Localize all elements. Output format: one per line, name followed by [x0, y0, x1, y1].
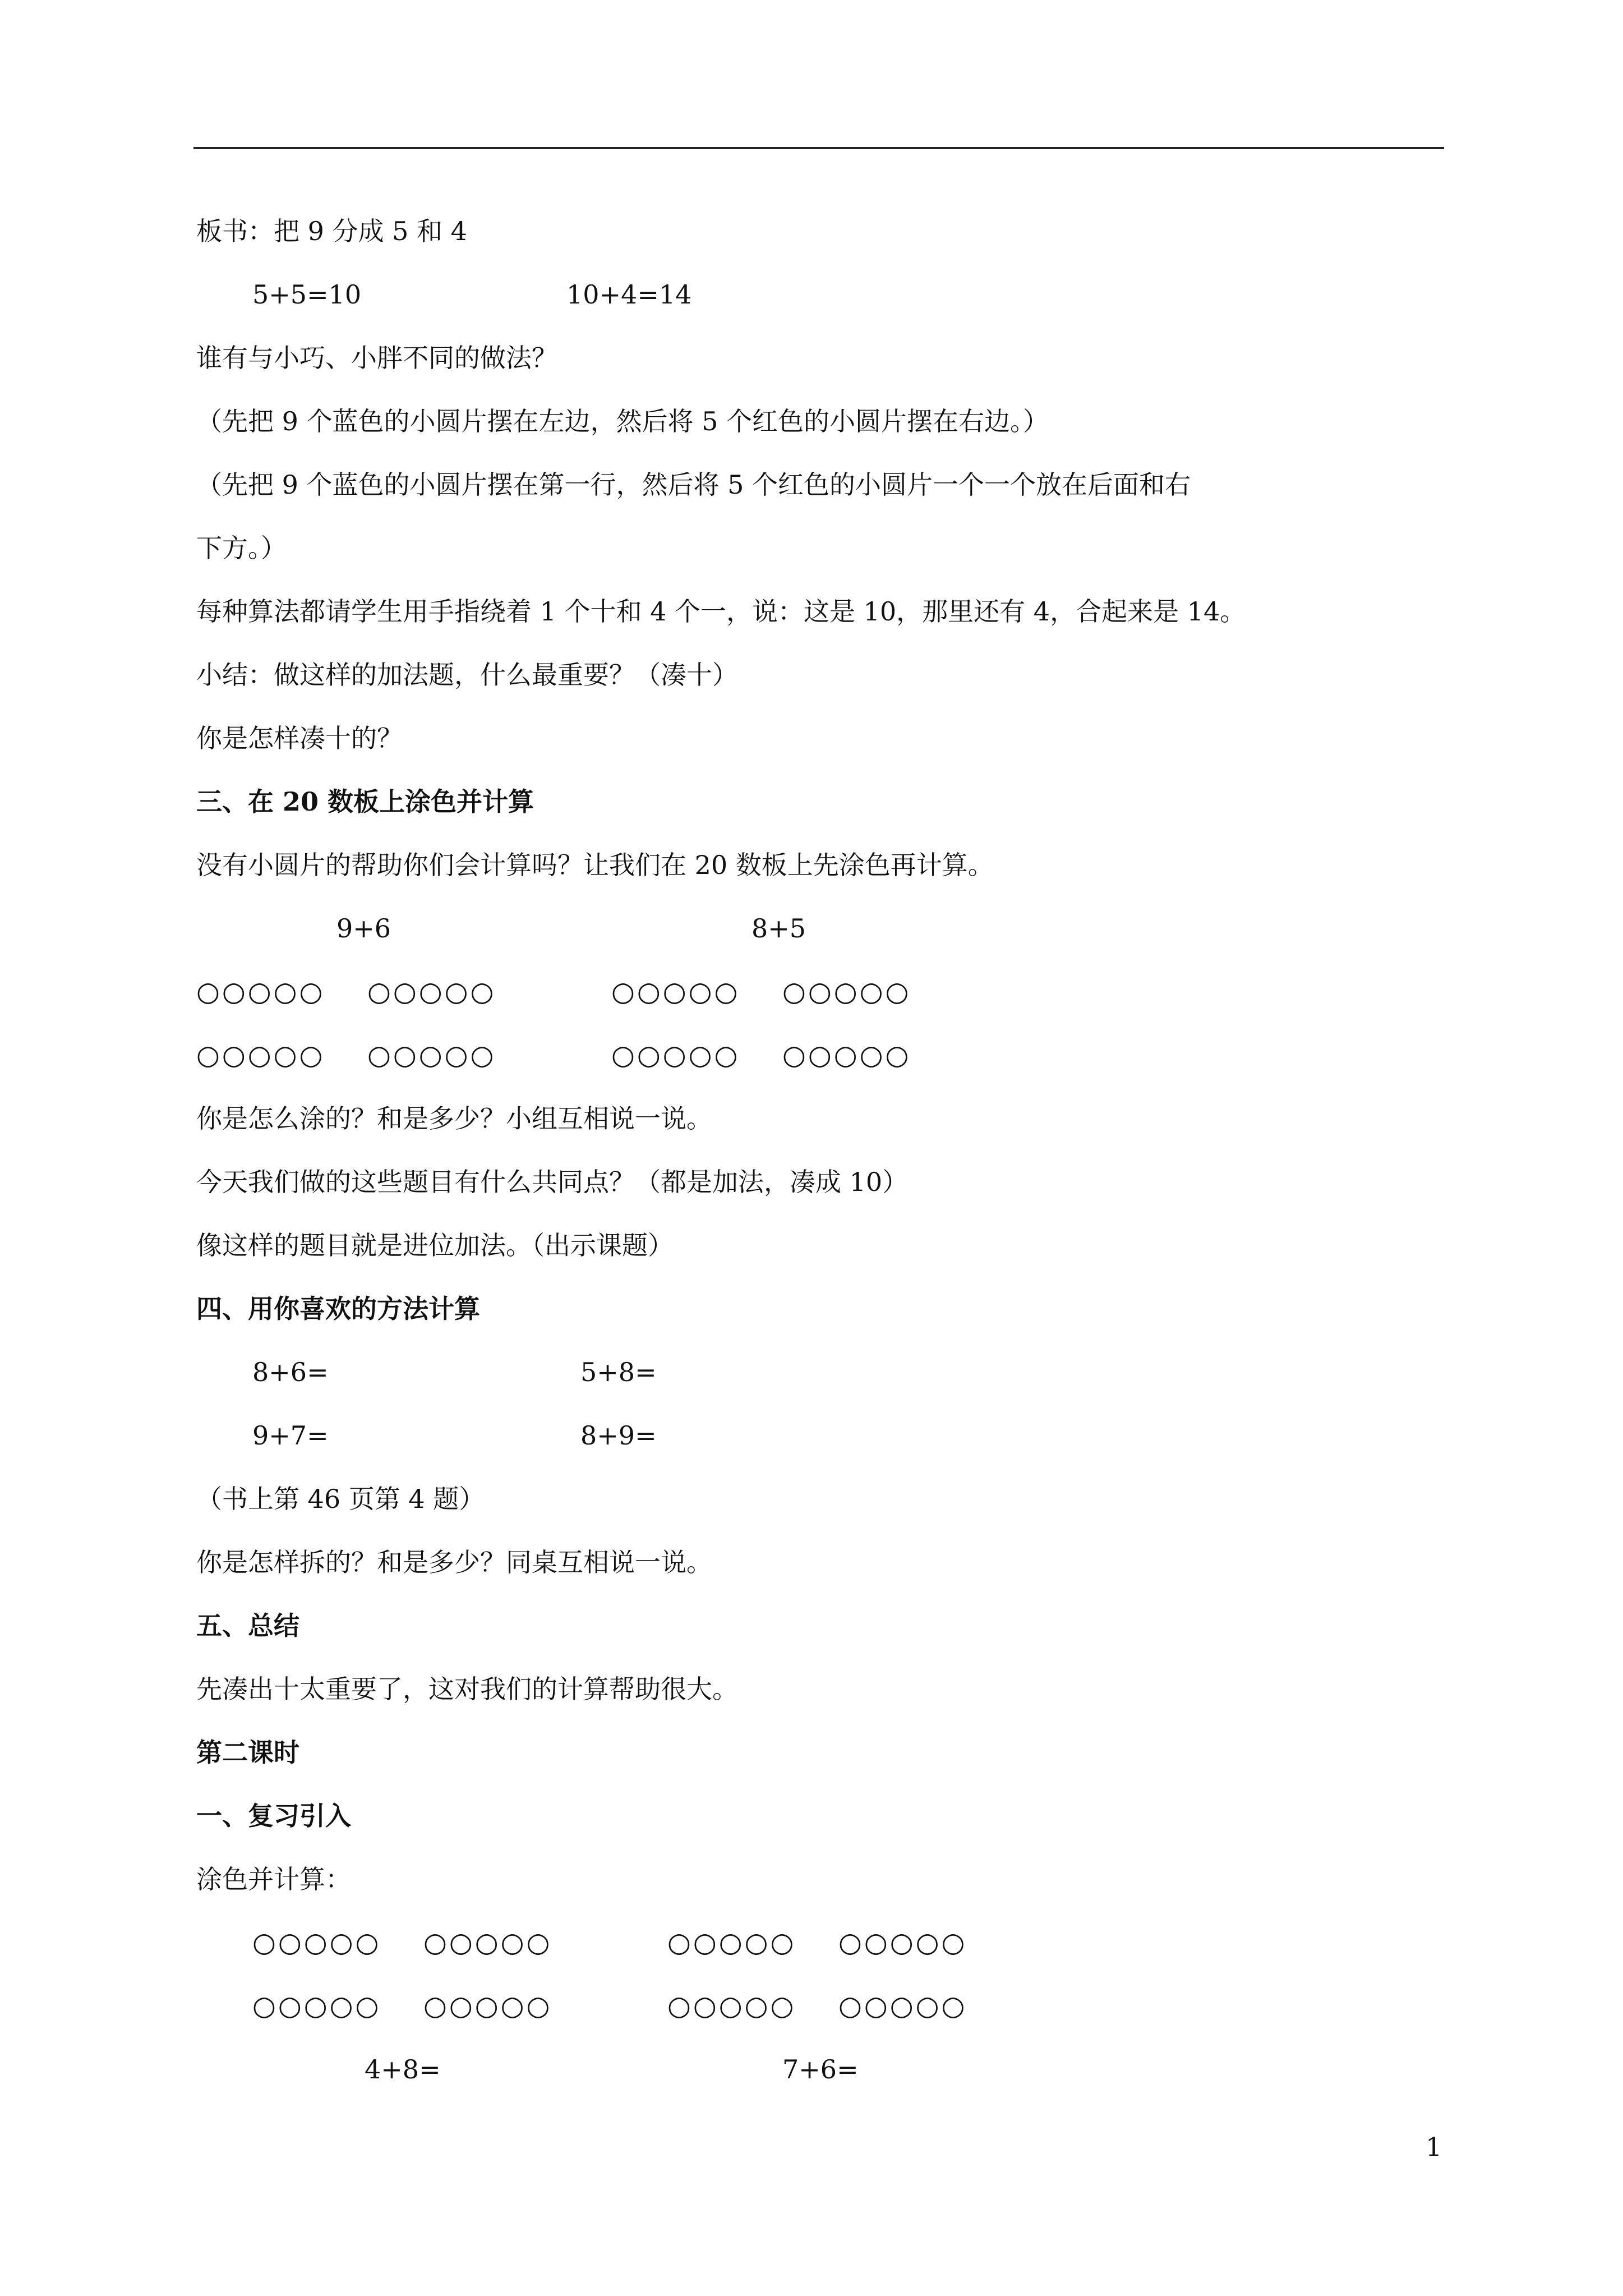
text-line: 先凑出十太重要了，这对我们的计算帮助很大。 — [196, 1674, 738, 1704]
equation: 8+5 — [751, 913, 806, 944]
exercise: 5+8= — [580, 1357, 657, 1387]
text-line: 你是怎样拆的？和是多少？同桌互相说一说。 — [196, 1547, 712, 1577]
circle-row: ○○○○○ — [252, 1990, 381, 2022]
board-writing: 板书：把 9 分成 5 和 4 — [196, 216, 467, 246]
equation: 9+6 — [336, 913, 391, 944]
circle-row: ○○○○○ — [423, 1990, 552, 2022]
section-heading: 四、用你喜欢的方法计算 — [196, 1294, 480, 1324]
text-line: 今天我们做的这些题目有什么共同点？（都是加法，凑成 10） — [196, 1167, 909, 1197]
circle-row: ○○○○○ — [838, 1927, 967, 1958]
circle-row: ○○○○○ — [367, 1039, 496, 1071]
text-line: 下方。） — [196, 533, 287, 563]
text-line: 谁有与小巧、小胖不同的做法？ — [196, 343, 557, 373]
lesson-heading: 第二课时 — [196, 1737, 299, 1768]
circle-row: ○○○○○ — [667, 1927, 796, 1958]
header-rule — [193, 147, 1444, 149]
exercise: 8+9= — [580, 1420, 657, 1451]
text-line: 像这样的题目就是进位加法。（出示课题） — [196, 1230, 674, 1260]
circle-row: ○○○○○ — [838, 1990, 967, 2022]
exercise: 9+7= — [252, 1420, 329, 1451]
text-line: 涂色并计算： — [196, 1864, 351, 1894]
text-line: 你是怎么涂的？和是多少？小组互相说一说。 — [196, 1103, 712, 1134]
text-line: （先把 9 个蓝色的小圆片摆在第一行，然后将 5 个红色的小圆片一个一个放在后面和右 — [196, 470, 1191, 500]
equation: 5+5=10 — [252, 279, 362, 310]
section-heading: 三、在 20 数板上涂色并计算 — [196, 786, 534, 817]
text-line: 小结：做这样的加法题，什么最重要？（凑十） — [196, 660, 738, 690]
text-line: （先把 9 个蓝色的小圆片摆在左边，然后将 5 个红色的小圆片摆在右边。） — [196, 406, 1049, 436]
section-heading: 五、总结 — [196, 1611, 299, 1641]
exercise: 8+6= — [252, 1357, 329, 1387]
exercise: 4+8= — [365, 2054, 441, 2085]
circle-row: ○○○○○ — [367, 976, 496, 1007]
circle-row: ○○○○○ — [423, 1927, 552, 1958]
circle-row: ○○○○○ — [196, 1039, 325, 1071]
equation: 10+4=14 — [566, 279, 692, 310]
circle-row: ○○○○○ — [196, 976, 325, 1007]
text-line: 你是怎样凑十的？ — [196, 723, 403, 753]
text-line: 没有小圆片的帮助你们会计算吗？让我们在 20 数板上先涂色再计算。 — [196, 850, 994, 880]
circle-row: ○○○○○ — [667, 1990, 796, 2022]
circle-row: ○○○○○ — [782, 1039, 911, 1071]
text-line: 每种算法都请学生用手指绕着 1 个十和 4 个一，说：这是 10，那里还有 4，合起来是 14。 — [196, 596, 1246, 627]
circle-row: ○○○○○ — [611, 1039, 740, 1071]
circle-row: ○○○○○ — [252, 1927, 381, 1958]
circle-row: ○○○○○ — [611, 976, 740, 1007]
page-number: 1 — [1426, 2132, 1442, 2162]
exercise: 7+6= — [782, 2054, 859, 2085]
circle-row: ○○○○○ — [782, 976, 911, 1007]
text-line: （书上第 46 页第 4 题） — [196, 1484, 485, 1514]
section-heading: 一、复习引入 — [196, 1801, 351, 1831]
